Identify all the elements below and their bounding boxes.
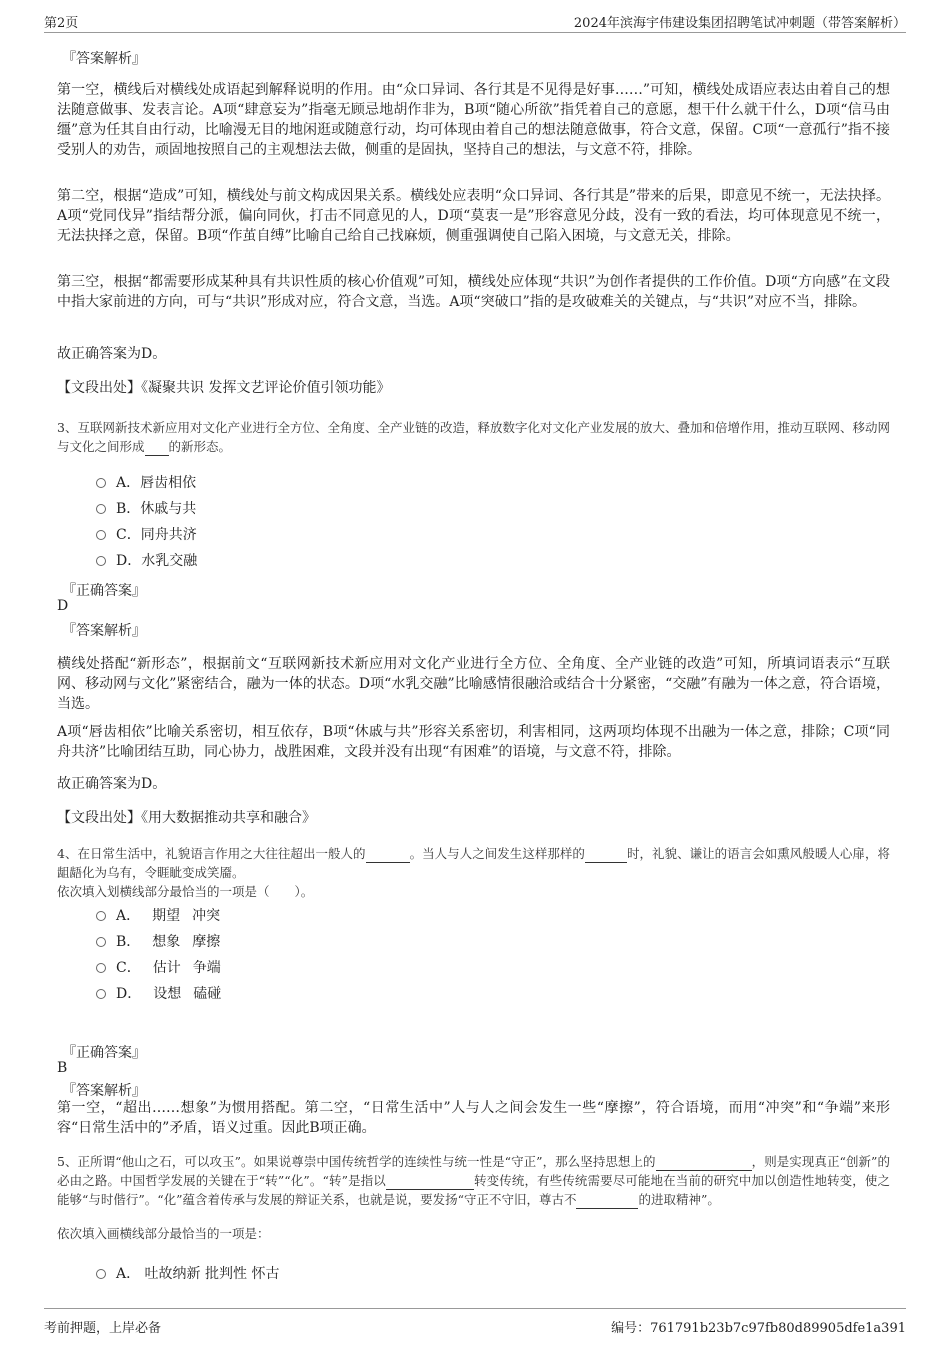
q2-source: 【文段出处】《凝聚共识 发挥文艺评论价值引领功能》 (57, 380, 391, 396)
q3-option-a[interactable]: A．唇齿相依 (96, 472, 196, 492)
q3-option-d[interactable]: D．水乳交融 (96, 550, 197, 570)
q3-source: 【文段出处】《用大数据推动共享和融合》 (57, 810, 316, 826)
q4-option-b[interactable]: B． 想象 摩擦 (96, 931, 220, 951)
q4-option-a[interactable]: A． 期望 冲突 (96, 905, 220, 925)
q4-prompt: 依次填入划横线部分最恰当的一项是（ ）。 (57, 884, 314, 899)
radio-icon[interactable] (96, 478, 106, 488)
q2-analysis-p2: 第二空，根据“造成”可知，横线处与前文构成因果关系。横线处应表明“众口异词、各行其是”带来的后果，即意见不统一，无法抉择。A项“党同伐异”指结帮分派，偏向同伙，打击不同意见的人，D项“莫衷一是”形容意见分歧，没有一致的看法，均可体现意见不统一，无法抉择之意，保留。B项“作茧自缚”比喻自己给自己找麻烦，侧重强调使自己陷入困境，与文意无关，排除。 (57, 188, 890, 244)
page-header (44, 10, 906, 33)
radio-icon[interactable] (96, 556, 106, 566)
footer-slogan: 考前押题，上岸必备 (44, 1321, 162, 1336)
q4-answer: B (57, 1060, 68, 1076)
radio-icon[interactable] (96, 911, 106, 921)
radio-icon[interactable] (96, 963, 106, 973)
q4-question: 4、在日常生活中，礼貌语言作用之大往往超出一般人的 。当人与人之间发生这样那样的 时，礼貌、谦让的语言会如熏风般暖人心扉，将龃龉化为乌有，令睚眦变成笑靥。 (57, 846, 890, 880)
document-title: 2024年滨海宇伟建设集团招聘笔试冲刺题（带答案解析） (573, 16, 906, 31)
page-number: 第2页 (44, 16, 79, 31)
q3-analysis-label: 『答案解析』 (62, 623, 146, 639)
radio-icon[interactable] (96, 530, 106, 540)
q4-analysis-p1: 第一空，“超出……想象”为惯用搭配。第二空，“日常生活中”人与人之间会发生一些“摩擦”，符合语境，而用“冲突”和“争端”来形容“日常生活中的”矛盾，语义过重。因此B项正确。 (57, 1100, 890, 1136)
q3-question: 3、互联网新技术新应用对文化产业进行全方位、全角度、全产业链的改造，释放数字化对文化产业发展的放大、叠加和倍增作用，推动互联网、移动网与文化之间形成 的新形态。 (57, 420, 890, 454)
radio-icon[interactable] (96, 1269, 106, 1279)
q3-option-b[interactable]: B．休戚与共 (96, 498, 196, 518)
q4-option-c[interactable]: C． 估计 争端 (96, 957, 221, 977)
page-footer (44, 1308, 906, 1339)
q2-analysis-p3: 第三空，根据“都需要形成某种具有共识性质的核心价值观”可知，横线处应体现“共识”为创作者提供的工作价值。D项“方向感”在文段中指大家前进的方向，可与“共识”形成对应，符合文意，当选。A项“突破口”指的是攻破难关的关键点，与“共识”对应不当，排除。 (57, 274, 890, 310)
q3-answer-line: 故正确答案为D。 (57, 776, 167, 792)
q4-option-d[interactable]: D． 设想 磕碰 (96, 983, 221, 1003)
q3-answer-label: 『正确答案』 (62, 583, 146, 599)
q5-prompt: 依次填入画横线部分最恰当的一项是： (57, 1226, 270, 1241)
radio-icon[interactable] (96, 989, 106, 999)
q3-answer: D (57, 598, 69, 614)
q3-analysis-p1: 横线处搭配“新形态”，根据前文“互联网新技术新应用对文化产业进行全方位、全角度、全产业链的改造”可知，所填词语表示“互联网、移动网与文化”紧密结合，融为一体的状态。D项“水乳交融”比喻感情很融洽或结合十分紧密，“交融”有融为一体之意，符合语境，当选。 (57, 656, 890, 712)
document-id: 编号：761791b23b7c97fb80d89905dfe1a391 (611, 1321, 906, 1336)
q4-answer-label: 『正确答案』 (62, 1045, 146, 1061)
radio-icon[interactable] (96, 504, 106, 514)
q2-answer-line: 故正确答案为D。 (57, 346, 167, 362)
q5-option-a[interactable]: A． 吐故纳新 批判性 怀古 (96, 1263, 279, 1283)
q2-analysis-label: 『答案解析』 (62, 51, 146, 67)
q3-option-c[interactable]: C．同舟共济 (96, 524, 197, 544)
radio-icon[interactable] (96, 937, 106, 947)
q5-question: 5、正所谓“他山之石，可以攻玉”。如果说尊崇中国传统哲学的连续性与统一性是“守正”，那么坚持思想上的 ，则是实现真正“创新”的必由之路。中国哲学发展的关键在于“转”“化”。“转”是指以 转变传统，有些传统需要尽可能地在当前的研究中加以创造性地转变，使之能够“与时偕行”。“化”蕴含着传承与发展的辩证关系，也就是说，要发扬“守正不守旧，尊古不 的进取精神”。 (57, 1154, 891, 1207)
q3-analysis-p2: A项“唇齿相依”比喻关系密切，相互依存，B项“休戚与共”形容关系密切，利害相同，这两项均体现不出融为一体之意，排除；C项“同舟共济”比喻团结互助，同心协力，战胜困难，文段并没有出现“有困难”的语境，与文意不符，排除。 (57, 724, 890, 760)
q4-analysis-label: 『答案解析』 (62, 1083, 146, 1099)
q2-analysis-p1: 第一空，横线后对横线处成语起到解释说明的作用。由“众口异词、各行其是不见得是好事……”可知，横线处成语应表达由着自己的想法随意做事、发表言论。A项“肆意妄为”指毫无顾忌地胡作非为，B项“随心所欲”指凭着自己的意愿，想干什么就干什么，D项“信马由缰”意为任其自由行动，比喻漫无目的地闲逛或随意行动，均可体现由着自己的想法随意做事，符合文意，保留。C项“一意孤行”指不接受别人的劝告，顽固地按照自己的主观想法去做，侧重的是固执，坚持自己的想法，与文意不符，排除。 (57, 82, 890, 158)
